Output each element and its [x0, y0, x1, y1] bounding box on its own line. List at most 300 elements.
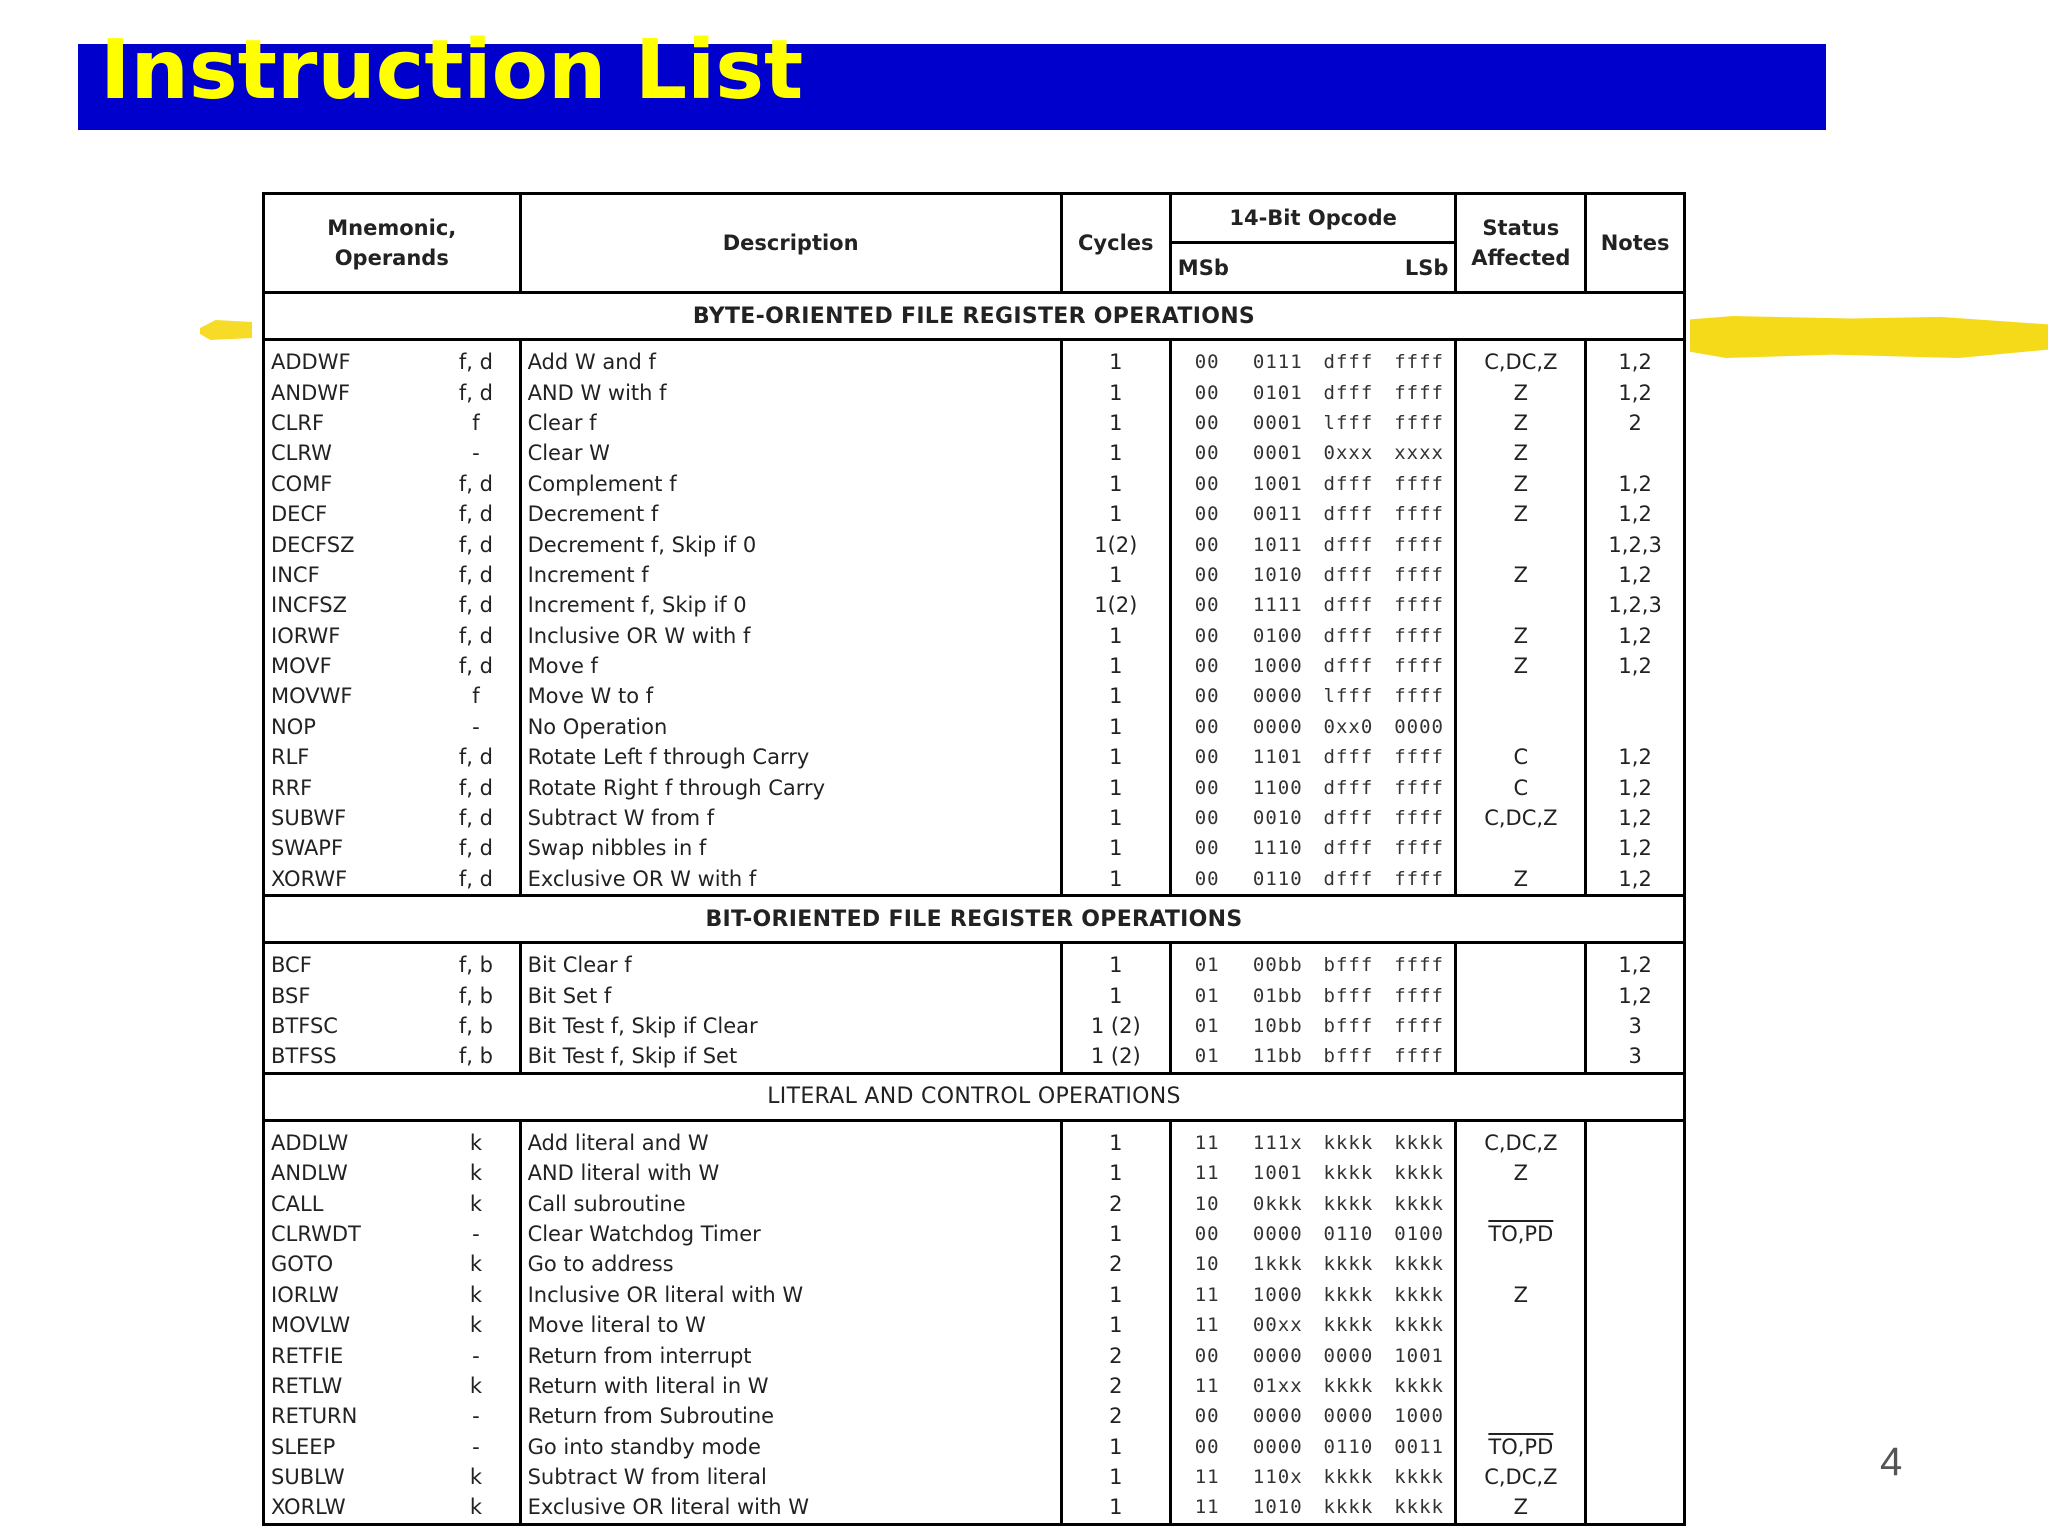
mnemonic-cell: MOVWF	[264, 681, 434, 711]
opcode-group-3-cell: kkkk	[1323, 1131, 1374, 1154]
status-affected-cell	[1456, 1310, 1586, 1340]
description-cell: Bit Test f, Skip if Clear	[520, 1011, 1061, 1041]
operands-cell: f, b	[433, 1041, 520, 1073]
opcode-group-3-cell: dfff	[1323, 503, 1374, 526]
header-cycles: Cycles	[1061, 194, 1170, 293]
opcode-group-2-cell: 11bb	[1242, 1041, 1313, 1073]
opcode-group-3-cell: dfff	[1323, 533, 1374, 556]
opcode-group-3-cell: bfff	[1323, 954, 1374, 977]
opcode-group-2-cell: 0001	[1252, 411, 1303, 434]
cycles-cell: 2	[1061, 1371, 1170, 1401]
opcode-group-3-cell: dfff	[1323, 807, 1374, 830]
cycles-cell: 1 (2)	[1061, 1011, 1170, 1041]
operands-cell: f, d	[433, 621, 520, 651]
opcode-group-2-cell: 1001	[1252, 1162, 1303, 1185]
instruction-row	[264, 438, 1685, 468]
opcode-group-1-cell: 00	[1194, 563, 1220, 586]
notes-cell	[1586, 1310, 1685, 1340]
mnemonic-cell: ANDLW	[264, 1158, 434, 1188]
cycles-cell: 1	[1061, 681, 1170, 711]
instruction-row	[264, 469, 1685, 499]
operands-cell: k	[433, 1158, 520, 1188]
operands-cell: -	[433, 438, 520, 468]
cycles-cell: 1	[1061, 1158, 1170, 1188]
opcode-group-4-cell: ffff	[1384, 560, 1456, 590]
description-cell: Move W to f	[520, 681, 1061, 711]
cycles-cell: 1	[1061, 1219, 1170, 1249]
operands-cell: -	[433, 1401, 520, 1431]
status-affected-cell	[1456, 980, 1586, 1010]
status-affected-cell: TO,PD	[1456, 1219, 1586, 1249]
opcode-group-1-cell: 11	[1194, 1131, 1220, 1154]
status-affected-cell	[1456, 590, 1586, 620]
notes-cell	[1586, 1120, 1685, 1158]
description-cell: Decrement f, Skip if 0	[520, 529, 1061, 559]
instruction-row	[264, 712, 1685, 742]
instruction-row	[264, 980, 1685, 1010]
slide-title: Instruction List	[100, 23, 804, 118]
instruction-row	[264, 1432, 1685, 1462]
operands-cell: f, d	[433, 499, 520, 529]
description-cell: Swap nibbles in f	[520, 833, 1061, 863]
opcode-group-1-cell: 00	[1194, 685, 1220, 708]
opcode-group-1-cell: 01	[1194, 1015, 1220, 1037]
opcode-group-1-cell: 01	[1170, 1041, 1242, 1073]
opcode-group-3-cell: dfff	[1323, 594, 1374, 617]
opcode-group-1-cell: 11	[1194, 1162, 1220, 1185]
opcode-group-4-cell: ffff	[1384, 833, 1456, 863]
mnemonic-cell: IORLW	[264, 1280, 434, 1310]
operands-cell: f	[433, 681, 520, 711]
instruction-row	[264, 1310, 1685, 1340]
highlighter-stroke-left	[200, 320, 252, 340]
instruction-row	[264, 833, 1685, 863]
cycles-cell: 1	[1061, 980, 1170, 1010]
section-title: LITERAL AND CONTROL OPERATIONS	[264, 1073, 1685, 1120]
description-cell: Return from Subroutine	[520, 1401, 1061, 1431]
instruction-row	[264, 681, 1685, 711]
status-affected-cell: Z	[1456, 560, 1586, 590]
mnemonic-cell: SLEEP	[264, 1432, 434, 1462]
cycles-cell: 2	[1061, 1188, 1170, 1218]
mnemonic-cell: IORWF	[264, 621, 434, 651]
notes-cell	[1586, 1432, 1685, 1462]
cycles-cell: 1	[1061, 340, 1170, 378]
opcode-group-1-cell: 00	[1194, 624, 1220, 647]
cycles-cell: 2	[1061, 1340, 1170, 1370]
opcode-group-2-cell: 0010	[1252, 807, 1303, 830]
notes-cell	[1586, 712, 1685, 742]
header-lsb: LSb	[1313, 243, 1456, 293]
mnemonic-cell: RETLW	[264, 1371, 434, 1401]
opcode-group-3-cell: 0xxx	[1323, 442, 1374, 465]
cycles-cell: 1	[1061, 438, 1170, 468]
mnemonic-cell: CALL	[264, 1188, 434, 1218]
operands-cell: f, d	[433, 772, 520, 802]
mnemonic-cell: INCFSZ	[264, 590, 434, 620]
opcode-group-1-cell: 11	[1170, 1492, 1242, 1524]
status-affected-cell	[1456, 833, 1586, 863]
opcode-group-4-cell: ffff	[1384, 980, 1456, 1010]
opcode-group-2-cell: 0001	[1252, 442, 1303, 465]
mnemonic-cell: XORWF	[264, 864, 434, 896]
mnemonic-cell: INCF	[264, 560, 434, 590]
opcode-group-1-cell: 00	[1194, 503, 1220, 526]
operands-cell: k	[433, 1371, 520, 1401]
description-cell: Increment f, Skip if 0	[520, 590, 1061, 620]
opcode-group-3-cell: dfff	[1323, 746, 1374, 769]
opcode-group-2-cell: 1kkk	[1252, 1253, 1303, 1276]
opcode-group-4-cell: ffff	[1384, 408, 1456, 438]
opcode-group-4-cell: kkkk	[1384, 1249, 1456, 1279]
opcode-group-2-cell: 0111	[1252, 351, 1303, 374]
notes-cell	[1586, 1280, 1685, 1310]
instruction-row	[264, 1188, 1685, 1218]
opcode-group-3-cell: 0000	[1323, 1405, 1374, 1428]
header-msb: MSb	[1170, 243, 1313, 293]
mnemonic-cell: SWAPF	[264, 833, 434, 863]
opcode-group-4-cell: kkkk	[1384, 1371, 1456, 1401]
opcode-group-3-cell: dfff	[1323, 655, 1374, 678]
operands-cell: f, d	[433, 560, 520, 590]
notes-cell: 1,2	[1586, 377, 1685, 407]
opcode-group-3-cell: dfff	[1323, 776, 1374, 799]
opcode-group-3-cell: dfff	[1323, 624, 1374, 647]
description-cell: Move f	[520, 651, 1061, 681]
instruction-row	[264, 1249, 1685, 1279]
opcode-group-2-cell: 0101	[1252, 381, 1303, 404]
status-affected-cell	[1456, 1340, 1586, 1370]
notes-cell	[1586, 1401, 1685, 1431]
opcode-group-4-cell: xxxx	[1384, 438, 1456, 468]
notes-cell	[1586, 438, 1685, 468]
mnemonic-cell: SUBWF	[264, 803, 434, 833]
operands-cell: f, d	[433, 742, 520, 772]
description-cell: Go to address	[520, 1249, 1061, 1279]
description-cell: Bit Clear f	[520, 943, 1061, 981]
description-cell: Exclusive OR literal with W	[520, 1492, 1061, 1524]
opcode-group-3-cell: bfff	[1323, 1015, 1374, 1037]
notes-cell: 1,2	[1586, 803, 1685, 833]
description-cell: Subtract W from literal	[520, 1462, 1061, 1492]
cycles-cell: 1	[1061, 1462, 1170, 1492]
operands-cell: k	[433, 1249, 520, 1279]
instruction-row	[264, 621, 1685, 651]
instruction-row	[264, 1158, 1685, 1188]
status-affected-cell	[1456, 712, 1586, 742]
opcode-group-2-cell: 1000	[1252, 655, 1303, 678]
description-cell: Rotate Left f through Carry	[520, 742, 1061, 772]
opcode-group-2-cell: 0kkk	[1252, 1192, 1303, 1215]
cycles-cell: 2	[1061, 1401, 1170, 1431]
cycles-cell: 1	[1061, 742, 1170, 772]
opcode-group-4-cell: 0011	[1384, 1432, 1456, 1462]
cycles-cell: 1	[1061, 943, 1170, 981]
description-cell: AND W with f	[520, 377, 1061, 407]
opcode-group-1-cell: 00	[1194, 1344, 1220, 1367]
instruction-row	[264, 499, 1685, 529]
status-affected-cell: C	[1456, 772, 1586, 802]
description-cell: Bit Set f	[520, 980, 1061, 1010]
operands-cell: f, d	[433, 340, 520, 378]
mnemonic-cell: RRF	[264, 772, 434, 802]
opcode-group-2-cell: 1010	[1242, 1492, 1313, 1524]
opcode-group-2-cell: 0000	[1252, 1405, 1303, 1428]
instruction-row	[264, 772, 1685, 802]
notes-cell: 1,2	[1586, 833, 1685, 863]
opcode-group-1-cell: 00	[1194, 715, 1220, 738]
operands-cell: f, d	[433, 469, 520, 499]
cycles-cell: 1	[1061, 864, 1170, 896]
opcode-group-3-cell: kkkk	[1313, 1492, 1384, 1524]
opcode-group-4-cell: ffff	[1384, 529, 1456, 559]
operands-cell: f, d	[433, 864, 520, 896]
mnemonic-cell: XORLW	[264, 1492, 434, 1524]
opcode-group-3-cell: 0110	[1323, 1435, 1374, 1458]
opcode-group-1-cell: 11	[1194, 1466, 1220, 1489]
opcode-group-1-cell: 11	[1194, 1374, 1220, 1397]
instruction-row	[264, 1340, 1685, 1370]
mnemonic-cell: BTFSC	[264, 1011, 434, 1041]
opcode-group-4-cell: kkkk	[1384, 1120, 1456, 1158]
status-affected-cell: Z	[1456, 377, 1586, 407]
status-affected-cell	[1456, 681, 1586, 711]
opcode-group-1-cell: 00	[1194, 472, 1220, 495]
opcode-group-1-cell: 01	[1194, 954, 1220, 977]
notes-cell: 1,2	[1586, 943, 1685, 981]
operands-cell: -	[433, 712, 520, 742]
opcode-group-4-cell: ffff	[1384, 681, 1456, 711]
operands-cell: f, d	[433, 590, 520, 620]
operands-cell: f, b	[433, 943, 520, 981]
opcode-group-4-cell: ffff	[1384, 590, 1456, 620]
opcode-group-4-cell: kkkk	[1384, 1310, 1456, 1340]
opcode-group-1-cell: 10	[1194, 1192, 1220, 1215]
mnemonic-cell: DECF	[264, 499, 434, 529]
opcode-group-2-cell: 1000	[1252, 1283, 1303, 1306]
description-cell: Clear Watchdog Timer	[520, 1219, 1061, 1249]
cycles-cell: 1	[1061, 499, 1170, 529]
instruction-row	[264, 1041, 1685, 1073]
notes-cell	[1586, 1371, 1685, 1401]
opcode-group-4-cell: ffff	[1384, 621, 1456, 651]
operands-cell: k	[433, 1188, 520, 1218]
status-affected-cell: Z	[1456, 438, 1586, 468]
mnemonic-cell: MOVLW	[264, 1310, 434, 1340]
notes-cell	[1586, 1462, 1685, 1492]
mnemonic-cell: RETURN	[264, 1401, 434, 1431]
instruction-row	[264, 1371, 1685, 1401]
status-affected-cell	[1456, 1401, 1586, 1431]
notes-cell: 1,2	[1586, 621, 1685, 651]
opcode-group-1-cell: 00	[1194, 807, 1220, 830]
opcode-group-3-cell: lfff	[1323, 411, 1374, 434]
opcode-group-4-cell: ffff	[1384, 377, 1456, 407]
opcode-group-3-cell: 0000	[1323, 1344, 1374, 1367]
cycles-cell: 1	[1061, 1280, 1170, 1310]
opcode-group-3-cell: dfff	[1323, 381, 1374, 404]
cycles-cell: 1(2)	[1061, 529, 1170, 559]
status-affected-cell	[1456, 1041, 1586, 1073]
status-affected-cell: Z	[1456, 1492, 1586, 1524]
description-cell: Subtract W from f	[520, 803, 1061, 833]
opcode-group-3-cell: dfff	[1323, 351, 1374, 374]
cycles-cell: 1 (2)	[1061, 1041, 1170, 1073]
description-cell: Bit Test f, Skip if Set	[520, 1041, 1061, 1073]
mnemonic-cell: CLRF	[264, 408, 434, 438]
status-affected-cell: C	[1456, 742, 1586, 772]
opcode-group-2-cell: 0110	[1242, 864, 1313, 896]
status-affected-cell	[1456, 1371, 1586, 1401]
opcode-group-2-cell: 1100	[1252, 776, 1303, 799]
operands-cell: f, d	[433, 803, 520, 833]
status-affected-cell: C,DC,Z	[1456, 1462, 1586, 1492]
mnemonic-cell: NOP	[264, 712, 434, 742]
instruction-row	[264, 864, 1685, 896]
operands-cell: f, b	[433, 980, 520, 1010]
operands-cell: -	[433, 1432, 520, 1462]
opcode-group-2-cell: 0000	[1252, 1435, 1303, 1458]
mnemonic-cell: BCF	[264, 943, 434, 981]
cycles-cell: 1	[1061, 560, 1170, 590]
description-cell: Go into standby mode	[520, 1432, 1061, 1462]
opcode-group-2-cell: 111x	[1252, 1131, 1303, 1154]
status-affected-cell	[1456, 1249, 1586, 1279]
status-affected-cell: C,DC,Z	[1456, 340, 1586, 378]
cycles-cell: 1	[1061, 833, 1170, 863]
operands-cell: f, d	[433, 529, 520, 559]
mnemonic-cell: RLF	[264, 742, 434, 772]
header-opcode: 14-Bit Opcode	[1170, 194, 1456, 243]
opcode-group-2-cell: 10bb	[1252, 1015, 1303, 1037]
cycles-cell: 1	[1061, 803, 1170, 833]
opcode-group-4-cell: ffff	[1384, 340, 1456, 378]
opcode-group-2-cell: 0000	[1252, 1344, 1303, 1367]
description-cell: Clear f	[520, 408, 1061, 438]
opcode-group-1-cell: 00	[1194, 411, 1220, 434]
cycles-cell: 1	[1061, 712, 1170, 742]
cycles-cell: 2	[1061, 1249, 1170, 1279]
instruction-row	[264, 1492, 1685, 1524]
cycles-cell: 1	[1061, 377, 1170, 407]
mnemonic-cell: ADDWF	[264, 340, 434, 378]
notes-cell: 1,2	[1586, 469, 1685, 499]
instruction-row	[264, 529, 1685, 559]
status-affected-cell: Z	[1456, 499, 1586, 529]
cycles-cell: 1	[1061, 1492, 1170, 1524]
operands-cell: k	[433, 1462, 520, 1492]
description-cell: Move literal to W	[520, 1310, 1061, 1340]
cycles-cell: 1	[1061, 772, 1170, 802]
instruction-row	[264, 803, 1685, 833]
instruction-row	[264, 1280, 1685, 1310]
opcode-group-2-cell: 1110	[1252, 837, 1303, 860]
instruction-row	[264, 742, 1685, 772]
status-affected-cell: Z	[1456, 469, 1586, 499]
notes-cell: 1,2	[1586, 772, 1685, 802]
opcode-group-1-cell: 00	[1194, 1435, 1220, 1458]
opcode-group-2-cell: 1010	[1252, 563, 1303, 586]
description-cell: Return with literal in W	[520, 1371, 1061, 1401]
opcode-group-3-cell: 0110	[1323, 1222, 1374, 1245]
section-header-row	[264, 1073, 1685, 1120]
opcode-group-1-cell: 00	[1170, 864, 1242, 896]
cycles-cell: 1(2)	[1061, 590, 1170, 620]
opcode-group-4-cell: ffff	[1384, 1011, 1456, 1041]
mnemonic-cell: CLRWDT	[264, 1219, 434, 1249]
mnemonic-cell: ADDLW	[264, 1120, 434, 1158]
opcode-group-4-cell: kkkk	[1384, 1280, 1456, 1310]
status-affected-cell	[1456, 529, 1586, 559]
opcode-group-4-cell: ffff	[1384, 803, 1456, 833]
opcode-group-4-cell: kkkk	[1384, 1158, 1456, 1188]
highlighter-stroke-right	[1690, 316, 2048, 358]
opcode-group-1-cell: 00	[1194, 381, 1220, 404]
notes-cell: 1,2	[1586, 340, 1685, 378]
opcode-group-4-cell: kkkk	[1384, 1188, 1456, 1218]
description-cell: Inclusive OR literal with W	[520, 1280, 1061, 1310]
section-header-row	[264, 293, 1685, 340]
status-affected-cell: Z	[1456, 1280, 1586, 1310]
status-affected-cell: TO,PD	[1456, 1432, 1586, 1462]
opcode-group-4-cell: 1000	[1384, 1401, 1456, 1431]
operands-cell: f, d	[433, 377, 520, 407]
operands-cell: f	[433, 408, 520, 438]
opcode-group-3-cell: lfff	[1323, 685, 1374, 708]
description-cell: Return from interrupt	[520, 1340, 1061, 1370]
page-number: 4	[1880, 1440, 1903, 1484]
mnemonic-cell: MOVF	[264, 651, 434, 681]
notes-cell	[1586, 1249, 1685, 1279]
opcode-group-4-cell: 0000	[1384, 712, 1456, 742]
section-title: BYTE-ORIENTED FILE REGISTER OPERATIONS	[264, 293, 1685, 340]
notes-cell	[1586, 1340, 1685, 1370]
description-cell: Add W and f	[520, 340, 1061, 378]
status-affected-cell: Z	[1456, 408, 1586, 438]
opcode-group-4-cell: ffff	[1384, 943, 1456, 981]
opcode-group-4-cell: ffff	[1384, 499, 1456, 529]
opcode-group-4-cell: kkkk	[1384, 1492, 1456, 1524]
opcode-group-2-cell: 00xx	[1252, 1314, 1303, 1337]
instruction-row	[264, 1219, 1685, 1249]
notes-cell: 2	[1586, 408, 1685, 438]
opcode-group-4-cell: ffff	[1384, 772, 1456, 802]
opcode-group-1-cell: 00	[1194, 837, 1220, 860]
instruction-row	[264, 408, 1685, 438]
cycles-cell: 1	[1061, 621, 1170, 651]
opcode-group-4-cell: ffff	[1384, 469, 1456, 499]
section-header-row	[264, 896, 1685, 943]
opcode-group-2-cell: 00bb	[1252, 954, 1303, 977]
description-cell: Clear W	[520, 438, 1061, 468]
notes-cell	[1586, 1492, 1685, 1524]
opcode-group-3-cell: dfff	[1323, 472, 1374, 495]
notes-cell: 1,2	[1586, 651, 1685, 681]
section-title: BIT-ORIENTED FILE REGISTER OPERATIONS	[264, 896, 1685, 943]
description-cell: Complement f	[520, 469, 1061, 499]
opcode-group-1-cell: 11	[1194, 1314, 1220, 1337]
opcode-group-1-cell: 00	[1194, 655, 1220, 678]
header-status: Status Affected	[1456, 194, 1586, 293]
opcode-group-4-cell: kkkk	[1384, 1462, 1456, 1492]
notes-cell: 3	[1586, 1011, 1685, 1041]
instruction-row	[264, 340, 1685, 378]
opcode-group-4-cell: ffff	[1384, 864, 1456, 896]
opcode-group-1-cell: 00	[1194, 776, 1220, 799]
opcode-group-2-cell: 0000	[1252, 715, 1303, 738]
opcode-group-1-cell: 00	[1194, 533, 1220, 556]
opcode-group-3-cell: kkkk	[1323, 1466, 1374, 1489]
